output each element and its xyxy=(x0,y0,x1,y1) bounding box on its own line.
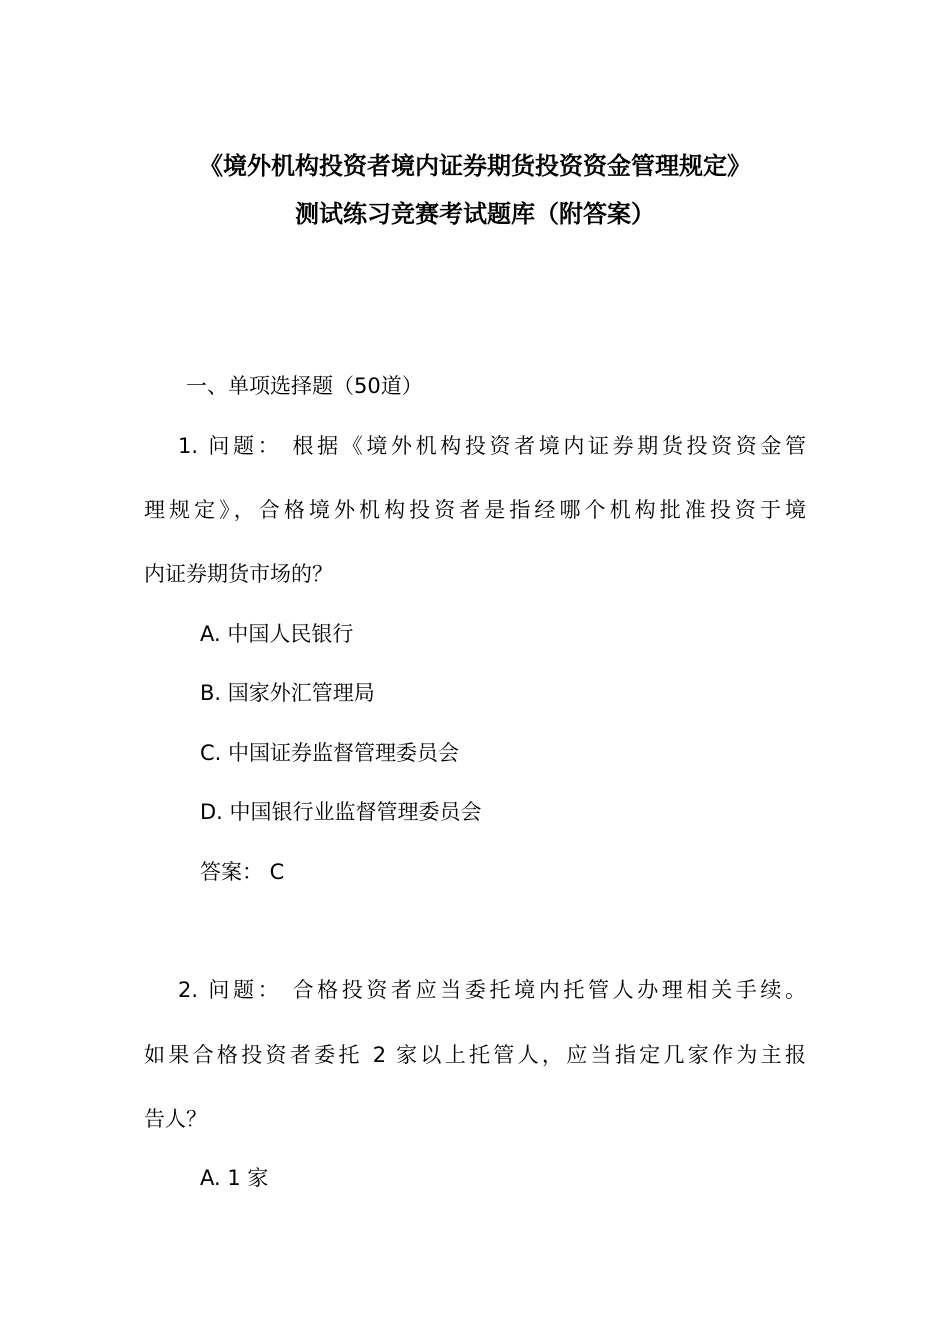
question-1-option-b: B. 国家外汇管理局 xyxy=(200,681,375,705)
question-1-option-c: C. 中国证券监督管理委员会 xyxy=(200,741,460,765)
question-1-option-a: A. 中国人民银行 xyxy=(200,622,354,646)
question-2-text-line-1: 2. 问题： 合格投资者应当委托境内托管人办理相关手续。 xyxy=(178,978,806,1002)
section-heading: 一、单项选择题（50道） xyxy=(186,374,423,398)
question-1-text-line-3: 内证券期货市场的？ xyxy=(144,562,333,586)
question-1-answer: 答案： C xyxy=(200,860,285,884)
question-2-text-line-2: 如果合格投资者委托 2 家以上托管人，应当指定几家作为主报 xyxy=(144,1043,806,1067)
question-1-text-line-2: 理规定》，合格境外机构投资者是指经哪个机构批准投资于境 xyxy=(144,498,806,522)
question-1-option-d: D. 中国银行业监督管理委员会 xyxy=(200,800,482,824)
question-2-option-a: A. 1 家 xyxy=(200,1166,269,1190)
document-title-line-1: 《境外机构投资者境内证券期货投资资金管理规定》 xyxy=(199,152,751,180)
question-2-text-line-3: 告人？ xyxy=(144,1107,207,1131)
document-title-line-2: 测试练习竞赛考试题库（附答案） xyxy=(295,200,655,228)
question-1-text-line-1: 1. 问题： 根据《境外机构投资者境内证券期货投资资金管 xyxy=(178,434,806,458)
